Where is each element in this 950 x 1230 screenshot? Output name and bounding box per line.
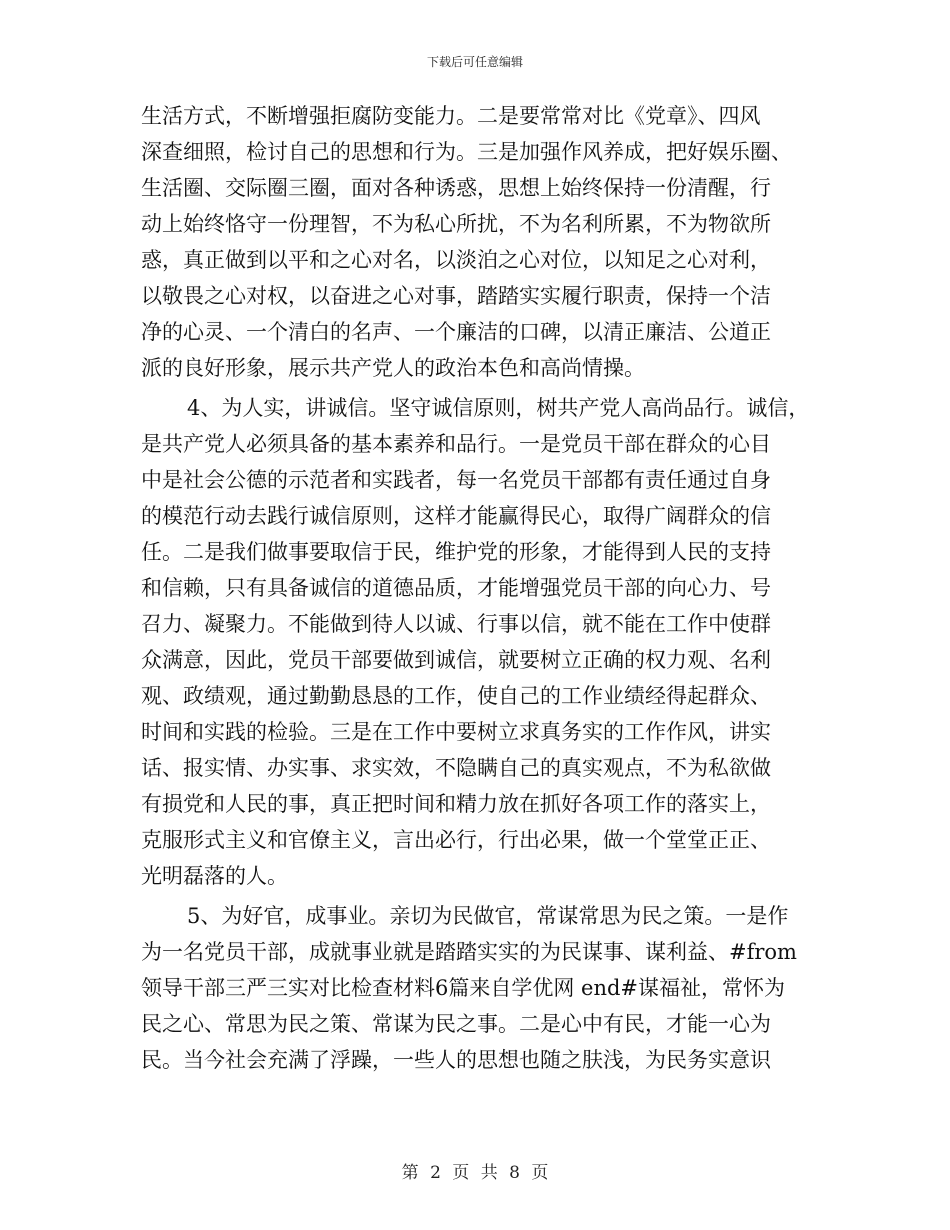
text-line: 中是社会公德的示范者和实践者，每一名党员干部都有责任通过自身 xyxy=(141,468,771,492)
page-header: 下载后可任意编辑 xyxy=(426,55,523,69)
text-line: 以敬畏之心对权，以奋进之心对事，踏踏实实履行职责，保持一个洁 xyxy=(141,284,771,308)
text-line: 任。二是我们做事要取信于民，维护党的形象，才能得到人民的支持 xyxy=(141,540,771,564)
text-line: 观、政绩观，通过勤勤恳恳的工作，使自己的工作业绩经得起群众、 xyxy=(141,684,771,708)
text-line: 是共产党人必须具备的基本素养和品行。一是党员干部在群众的心目 xyxy=(141,432,771,456)
text-line: 民。当今社会充满了浮躁，一些人的思想也随之肤浅，为民务实意识 xyxy=(141,1048,771,1072)
text-line: 民之心、常思为民之策、常谋为民之事。二是心中有民，才能一心为 xyxy=(141,1012,771,1036)
text-line: 克服形式主义和官僚主义，言出必行，行出必果，做一个堂堂正正、 xyxy=(141,828,771,852)
text-line: 召力、凝聚力。不能做到待人以诚、行事以信，就不能在工作中使群 xyxy=(141,612,771,636)
text-line: 众满意，因此，党员干部要做到诚信，就要树立正确的权力观、名利 xyxy=(141,648,771,672)
text-line: 深查细照，检讨自己的思想和行为。三是加强作风养成，把好娱乐圈、 xyxy=(141,140,792,164)
text-line: 有损党和人民的事，真正把时间和精力放在抓好各项工作的落实上， xyxy=(141,792,771,816)
text-line: 的模范行动去践行诚信原则，这样才能赢得民心，取得广阔群众的信 xyxy=(141,504,771,528)
text-line: 光明磊落的人。 xyxy=(141,864,288,888)
text-line: 派的良好形象，展示共产党人的政治本色和高尚情操。 xyxy=(141,356,645,380)
text-line: 动上始终恪守一份理智，不为私心所扰，不为名利所累，不为物欲所 xyxy=(141,212,771,236)
text-line: 时间和实践的检验。三是在工作中要树立求真务实的工作作风，讲实 xyxy=(141,720,771,744)
text-line: 和信赖，只有具备诚信的道德品质，才能增强党员干部的向心力、号 xyxy=(141,576,771,600)
text-line: 为一名党员干部，成就事业就是踏踏实实的为民谋事、谋利益、#from xyxy=(141,940,797,964)
text-line: 生活圈、交际圈三圈，面对各种诱惑，思想上始终保持一份清醒，行 xyxy=(141,176,771,200)
text-line: 话、报实情、办实事、求实效，不隐瞒自己的真实观点，不为私欲做 xyxy=(141,756,771,780)
text-line: 净的心灵、一个清白的名声、一个廉洁的口碑，以清正廉洁、公道正 xyxy=(141,320,771,344)
text-line: 4、为人实，讲诚信。坚守诚信原则，树共产党人高尚品行。诚信， xyxy=(187,396,810,420)
text-line: 领导干部三严三实对比检查材料6篇来自学优网 end#谋福祉，常怀为 xyxy=(141,976,786,1000)
text-line: 生活方式，不断增强拒腐防变能力。二是要常常对比《党章》、四风 xyxy=(141,104,761,128)
text-line: 5、为好官，成事业。亲切为民做官，常谋常思为民之策。一是作 xyxy=(187,904,789,928)
page-footer: 第 2 页 共 8 页 xyxy=(401,1163,549,1183)
text-line: 惑，真正做到以平和之心对名，以淡泊之心对位，以知足之心对利， xyxy=(141,248,771,272)
